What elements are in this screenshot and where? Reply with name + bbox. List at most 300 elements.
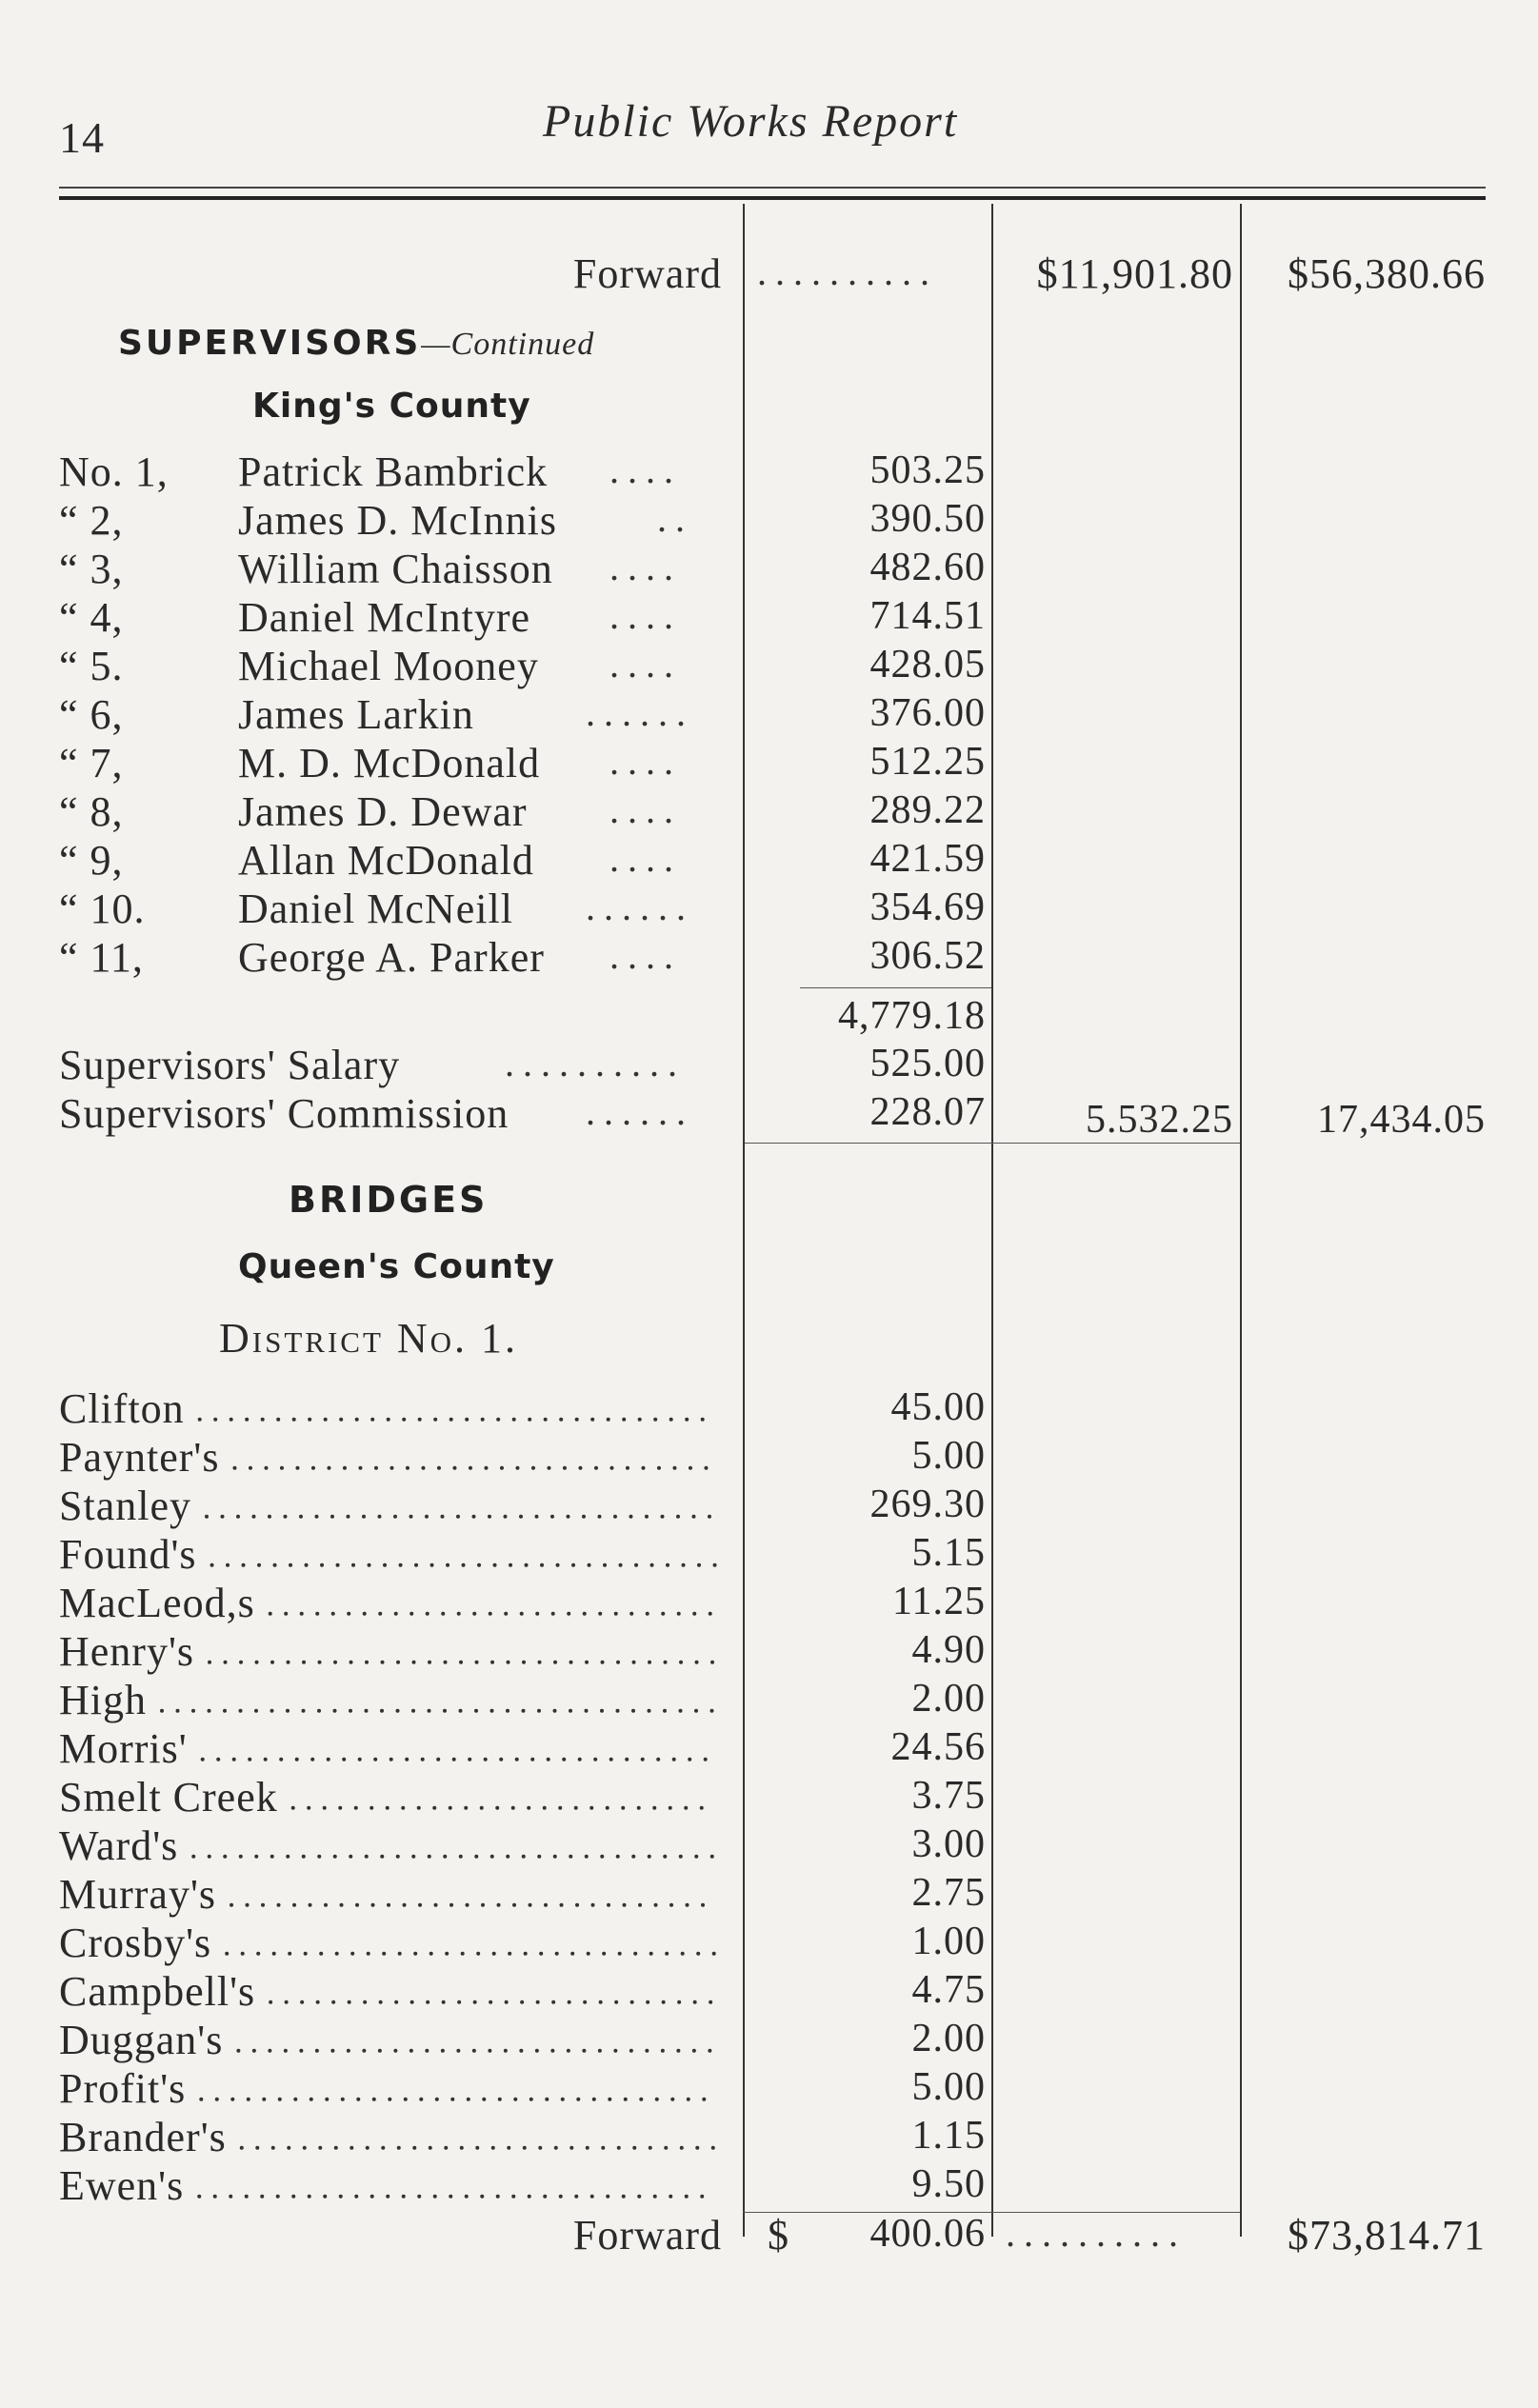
leader-dot <box>550 2049 554 2053</box>
leader-dot <box>520 2000 524 2004</box>
leader-dot <box>350 2146 353 2150</box>
leader-dot <box>624 2098 628 2101</box>
leader-dot <box>468 1758 471 1761</box>
supervisors-heading-continued: —Continued <box>421 327 595 362</box>
supervisor-name: William Chaisson <box>238 546 553 592</box>
supervisor-name: Patrick Bambrick <box>238 448 549 495</box>
leader-dot <box>482 2098 486 2101</box>
bridge-amount: 11.25 <box>892 1580 986 1623</box>
leader-dot <box>566 1515 569 1519</box>
leader-dot <box>641 1466 645 1470</box>
leader-dot <box>527 1806 530 1810</box>
leader-dot <box>708 2049 711 2053</box>
leader-dot <box>520 1612 524 1616</box>
supervisor-amount: 390.50 <box>869 497 986 541</box>
forward-dots-bottom: .......... <box>1006 2212 1187 2255</box>
leader-dot <box>590 1418 594 1422</box>
leader-dot <box>368 1563 371 1567</box>
leader-dot <box>309 1903 312 1907</box>
leader-dot <box>247 2098 250 2101</box>
leader-dot <box>402 2195 406 2199</box>
leader-dot <box>291 1806 295 1810</box>
leader-dot <box>709 1612 712 1616</box>
leader-dot <box>304 1952 308 1956</box>
leader-dot <box>350 1952 354 1956</box>
bridge-name: Clifton <box>59 1385 185 1432</box>
leader-dot <box>331 1612 335 1616</box>
leader-dot <box>409 1515 412 1519</box>
leader-dot <box>543 2195 547 2199</box>
leader-dot <box>370 1418 374 1422</box>
leader-dot <box>680 2146 684 2150</box>
leader-dot <box>575 1903 579 1907</box>
leader-dot <box>425 2049 429 2053</box>
leader-dot <box>701 1903 705 1907</box>
leader-dot <box>404 2098 408 2101</box>
row-number: “ 6, <box>59 691 124 738</box>
leader-dot <box>525 1563 529 1567</box>
leader-dot <box>349 1709 352 1713</box>
bridge-amount: 5.00 <box>911 1434 986 1478</box>
leader-dot <box>461 1952 465 1956</box>
leader-dot <box>474 1855 478 1859</box>
leader-dot <box>324 1903 328 1907</box>
leader-dot <box>538 2146 542 2150</box>
leader-dot <box>276 2195 280 2199</box>
leader-dot <box>367 1952 370 1956</box>
leader-dot <box>600 1709 604 1713</box>
leader-dot <box>672 1466 676 1470</box>
leader-dot <box>710 1709 714 1713</box>
leader-dot <box>288 1952 291 1956</box>
leader-dot <box>488 1515 491 1519</box>
leader-dot <box>621 1806 625 1810</box>
leader-dot <box>585 1855 589 1859</box>
leader-dot <box>450 2098 454 2101</box>
leader-dot <box>623 1903 627 1907</box>
supervisor-amount: 306.52 <box>869 934 986 978</box>
leader-dot <box>449 1418 453 1422</box>
bridge-amount: 5.00 <box>911 2065 986 2109</box>
bridge-amount: 3.00 <box>911 1822 986 1866</box>
leader-dot <box>257 1563 261 1567</box>
leader-dot <box>591 1903 595 1907</box>
leader-dot <box>459 1709 463 1713</box>
leader-dot <box>460 2146 464 2150</box>
leader-dot <box>355 1903 359 1907</box>
supervisor-name: James D. Dewar <box>238 788 528 835</box>
supervisors-heading-text: SUPERVISORS <box>118 324 422 363</box>
leader-dot <box>476 1952 480 1956</box>
leader-dot <box>324 1418 328 1422</box>
leader-dot <box>490 1709 494 1713</box>
leader-dot <box>208 1855 211 1859</box>
leader-dot <box>270 1855 274 1859</box>
leader-dot <box>657 1466 661 1470</box>
leader-dot <box>500 1466 504 1470</box>
bridge-amount: 1.15 <box>911 2114 986 2158</box>
leader-dot <box>394 2000 398 2004</box>
leader-dot <box>679 1661 683 1664</box>
leader-dot <box>327 1758 330 1761</box>
leader-dot <box>325 2098 329 2101</box>
leader-dot <box>308 2195 311 2199</box>
leader-dot <box>348 2000 351 2004</box>
leader-dot <box>449 2195 452 2199</box>
leader-dot <box>223 1709 227 1713</box>
leader-dot <box>254 1855 258 1859</box>
leader-dot <box>356 2098 360 2101</box>
leader-dot <box>197 2195 201 2199</box>
leader-dot <box>567 1612 570 1616</box>
bridge-amount: 2.00 <box>911 1677 986 1721</box>
leader-dot <box>409 1612 413 1616</box>
leader-dot <box>245 1418 249 1422</box>
leader-dot <box>459 1855 463 1859</box>
leader-dot <box>587 1952 590 1956</box>
leader-dot <box>466 1903 469 1907</box>
row-number: “ 2, <box>59 497 124 544</box>
leader-dot <box>535 2049 539 2053</box>
leader-dot <box>506 1709 509 1713</box>
leader-dot <box>336 1563 340 1567</box>
leader-dot <box>441 1612 445 1616</box>
page-number: 14 <box>59 113 105 162</box>
forward-col2-top: $11,901.80 <box>1036 250 1233 297</box>
supervisor-name: George A. Parker <box>238 934 545 981</box>
leader-dot <box>327 1466 330 1470</box>
leader-dot <box>529 2098 533 2101</box>
bridge-amount: 269.30 <box>869 1483 986 1526</box>
leader-dot <box>656 1758 660 1761</box>
leader-dot <box>300 1612 304 1616</box>
leader-dot <box>366 2146 370 2150</box>
leader-dot <box>594 1466 598 1470</box>
leader-dot <box>574 2195 578 2199</box>
leader-dot <box>436 1758 440 1761</box>
leader-dot <box>638 1903 642 1907</box>
leader-dot <box>499 1758 503 1761</box>
leader-dot <box>295 1758 299 1761</box>
leader-dot <box>386 2195 389 2199</box>
leader-dot <box>284 1612 288 1616</box>
leader-dot <box>607 1418 610 1422</box>
leader-dot <box>262 2098 266 2101</box>
leader-dot <box>248 1758 251 1761</box>
bridge-name: Crosby's <box>59 1920 212 1966</box>
supervisor-name: Daniel McIntyre <box>238 594 530 641</box>
leader-dot <box>286 1709 290 1713</box>
bridge-amount: 2.75 <box>911 1871 986 1915</box>
leader-dot <box>619 1563 623 1567</box>
leader-dot <box>373 1758 377 1761</box>
leader-dot <box>287 2146 290 2150</box>
leader-dot <box>511 1806 515 1810</box>
bridge-amount: 4.90 <box>911 1628 986 1672</box>
leader-dot <box>465 2195 469 2199</box>
leader-dot <box>695 1661 699 1664</box>
leader-dot <box>457 2000 461 2004</box>
leader-dot <box>223 1855 227 1859</box>
leader-dot <box>490 1855 494 1859</box>
leader-dot <box>397 2146 401 2150</box>
leader-dot <box>354 1806 358 1810</box>
supervisor-amount: 714.51 <box>869 594 986 638</box>
leader-dot <box>631 1709 635 1713</box>
leader-dot <box>679 1855 683 1859</box>
leader-dot <box>704 1466 708 1470</box>
leader-dot <box>616 1661 620 1664</box>
leader-dot <box>669 1903 673 1907</box>
leader-dot <box>576 2098 580 2101</box>
leader-dot <box>682 1563 686 1567</box>
leader-dot <box>663 1709 667 1713</box>
leader-dot <box>508 1952 511 1956</box>
leader-dot <box>208 1709 211 1713</box>
leader-dot <box>433 1418 437 1422</box>
leader-dot <box>512 1903 516 1907</box>
leader-dot <box>569 1855 572 1859</box>
leader-dot <box>316 2000 320 2004</box>
leader-dots: .... <box>609 837 682 880</box>
supervisors-total-col2: 5.532.25 <box>1086 1098 1233 1142</box>
leader-dot <box>355 1418 359 1422</box>
leader-dot <box>632 2146 636 2150</box>
leader-dot <box>575 1418 579 1422</box>
leader-dot <box>686 1903 689 1907</box>
leader-dot <box>689 1466 692 1470</box>
leader-dot <box>462 1563 466 1567</box>
leader-dot <box>475 1661 479 1664</box>
row-number: No. 1, <box>59 448 169 495</box>
leader-dot <box>603 1563 607 1567</box>
leader-dot <box>654 1903 658 1907</box>
leader-dot <box>578 1466 582 1470</box>
leader-dot <box>536 2000 540 2004</box>
leader-dot <box>317 1709 321 1713</box>
leader-dot <box>609 1466 613 1470</box>
leader-dot <box>443 1855 447 1859</box>
leader-dot <box>641 1758 645 1761</box>
leader-dot <box>394 1612 398 1616</box>
leader-dot <box>236 2049 240 2053</box>
leader-dot <box>567 2049 570 2053</box>
leader-dot <box>343 1466 347 1470</box>
leader-dot <box>365 1855 369 1859</box>
leader-dot <box>239 1661 243 1664</box>
leader-dot <box>226 1563 230 1567</box>
commission-amount: 228.07 <box>869 1090 986 1134</box>
row-number: “ 5. <box>59 643 124 689</box>
leader-dot <box>688 1758 691 1761</box>
leader-dot <box>320 1563 324 1567</box>
leader-dots: .... <box>609 788 682 831</box>
leader-dot <box>393 2049 397 2053</box>
leader-dot <box>692 1612 696 1616</box>
leader-dot <box>310 2098 313 2101</box>
bridge-amount: 5.15 <box>911 1531 986 1575</box>
leader-dot <box>488 2049 491 2053</box>
leader-dot <box>496 2195 500 2199</box>
leader-dot <box>443 1709 447 1713</box>
leader-dot <box>550 1515 554 1519</box>
leader-dot <box>381 2146 385 2150</box>
leader-dot <box>528 1418 531 1422</box>
leader-dot <box>697 1563 701 1567</box>
leader-dot <box>666 1563 669 1567</box>
leader-dot <box>693 2000 697 2004</box>
supervisor-name: James Larkin <box>238 691 474 738</box>
leader-dot <box>370 2195 374 2199</box>
leader-dot <box>490 1661 494 1664</box>
leader-dot <box>589 1806 593 1810</box>
leader-dot <box>547 1466 550 1470</box>
leader-dot <box>696 1952 700 1956</box>
leader-dot <box>429 2146 432 2150</box>
leader-dot <box>333 1709 337 1713</box>
leader-dot <box>522 1661 526 1664</box>
leader-dot <box>430 1563 434 1567</box>
leader-dot <box>704 1758 708 1761</box>
leader-dot <box>213 1418 217 1422</box>
leader-dot <box>599 2000 603 2004</box>
leader-dot <box>396 1661 400 1664</box>
leader-dot <box>495 1806 499 1810</box>
leader-dot <box>409 2049 413 2053</box>
leader-dot <box>569 2146 573 2150</box>
row-number: “ 8, <box>59 788 124 835</box>
leader-dot <box>318 1661 322 1664</box>
leader-dot <box>160 1709 164 1713</box>
leader-dot <box>464 1806 468 1810</box>
leader-dot <box>323 2195 327 2199</box>
leader-dot <box>268 2049 271 2053</box>
leader-dot <box>648 1855 651 1859</box>
leader-dot <box>380 1709 384 1713</box>
leader-dot <box>531 1466 535 1470</box>
leader-dot <box>347 2049 350 2053</box>
leader-dot <box>622 1418 626 1422</box>
leader-dot <box>679 1709 683 1713</box>
leader-dot <box>700 2195 704 2199</box>
leader-dot <box>444 2146 448 2150</box>
salary-amount: 525.00 <box>869 1042 986 1085</box>
bridge-name: Duggan's <box>59 2017 224 2063</box>
leader-dot <box>432 1806 436 1810</box>
leader-dot <box>276 1418 280 1422</box>
row-number: “ 10. <box>59 886 146 932</box>
supervisor-amount: 503.25 <box>869 448 986 492</box>
forward-label-bottom: Forward <box>572 2212 722 2259</box>
bridge-name: Brander's <box>59 2114 227 2160</box>
leader-dot <box>302 1709 306 1713</box>
leader-dot <box>519 1515 523 1519</box>
leader-dot <box>445 1952 449 1956</box>
leader-dot <box>529 1903 532 1907</box>
leader-dot <box>277 1903 281 1907</box>
leader-dot <box>261 1418 265 1422</box>
leader-dot <box>362 2049 366 2053</box>
leader-dot <box>295 1466 299 1470</box>
leader-dot <box>272 1952 276 1956</box>
leader-dot <box>475 2146 479 2150</box>
leader-dot <box>711 2146 715 2150</box>
leader-dot <box>264 1466 268 1470</box>
leader-dots: .... <box>609 934 682 977</box>
leader-dot <box>695 2146 699 2150</box>
bridge-amount: 45.00 <box>890 1385 986 1429</box>
leader-dot <box>191 1709 195 1713</box>
leader-dot <box>378 2049 382 2053</box>
leader-dot <box>365 1661 369 1664</box>
leader-dot <box>653 2195 657 2199</box>
leader-dot <box>601 1661 605 1664</box>
leader-dot <box>387 1903 390 1907</box>
leader-dot <box>246 1903 250 1907</box>
leader-dot <box>428 1709 431 1713</box>
leader-dot <box>379 2000 383 2004</box>
bridge-name: Henry's <box>59 1628 195 1675</box>
leader-dot <box>481 1903 485 1907</box>
leader-dot <box>457 1612 461 1616</box>
supervisor-amount: 376.00 <box>869 691 986 735</box>
leader-dot <box>239 1855 243 1859</box>
leader-dot <box>229 2195 232 2199</box>
leader-dot <box>553 1855 557 1859</box>
leader-dot <box>318 2146 322 2150</box>
leader-dot <box>489 1612 492 1616</box>
leader-dot <box>639 2098 643 2101</box>
bridge-amount: 1.00 <box>911 1920 986 1963</box>
row-number: “ 4, <box>59 594 124 641</box>
leader-dot <box>598 2049 602 2053</box>
leader-dot <box>378 1612 382 1616</box>
leader-dot <box>280 1466 284 1470</box>
bridge-name: Campbell's <box>59 1968 256 2015</box>
leader-dot <box>523 2146 527 2150</box>
leader-dot <box>452 1466 456 1470</box>
bridge-amount: 3.75 <box>911 1774 986 1818</box>
supervisor-amount: 512.25 <box>869 740 986 784</box>
leader-dot <box>270 1661 274 1664</box>
leader-dot <box>664 2146 668 2150</box>
leader-dot <box>467 2098 470 2101</box>
leader-dot <box>331 2000 335 2004</box>
leader-dot <box>417 1806 421 1810</box>
leader-dots: .. <box>657 497 693 540</box>
leader-dot <box>256 1952 260 1956</box>
leader-dots: .... <box>609 448 682 491</box>
leader-dot <box>362 1515 366 1519</box>
commission-label: Supervisors' Commission <box>59 1090 509 1137</box>
leader-dot <box>374 1466 378 1470</box>
leader-dot <box>519 2049 523 2053</box>
leader-dot <box>191 1855 195 1859</box>
leader-dot <box>637 2195 641 2199</box>
leader-dot <box>465 1418 469 1422</box>
leader-dot <box>685 1418 689 1422</box>
leader-dot <box>205 1515 209 1519</box>
leader-dot <box>606 2195 609 2199</box>
leader-dot <box>425 1515 429 1519</box>
leader-dot <box>339 2195 343 2199</box>
leader-dot <box>387 1418 390 1422</box>
leader-dot <box>271 2146 275 2150</box>
leader-dot <box>411 1855 415 1859</box>
forward-col3-top: $56,380.66 <box>1288 250 1486 297</box>
leader-dot <box>472 1612 476 1616</box>
leader-dot <box>442 2000 446 2004</box>
